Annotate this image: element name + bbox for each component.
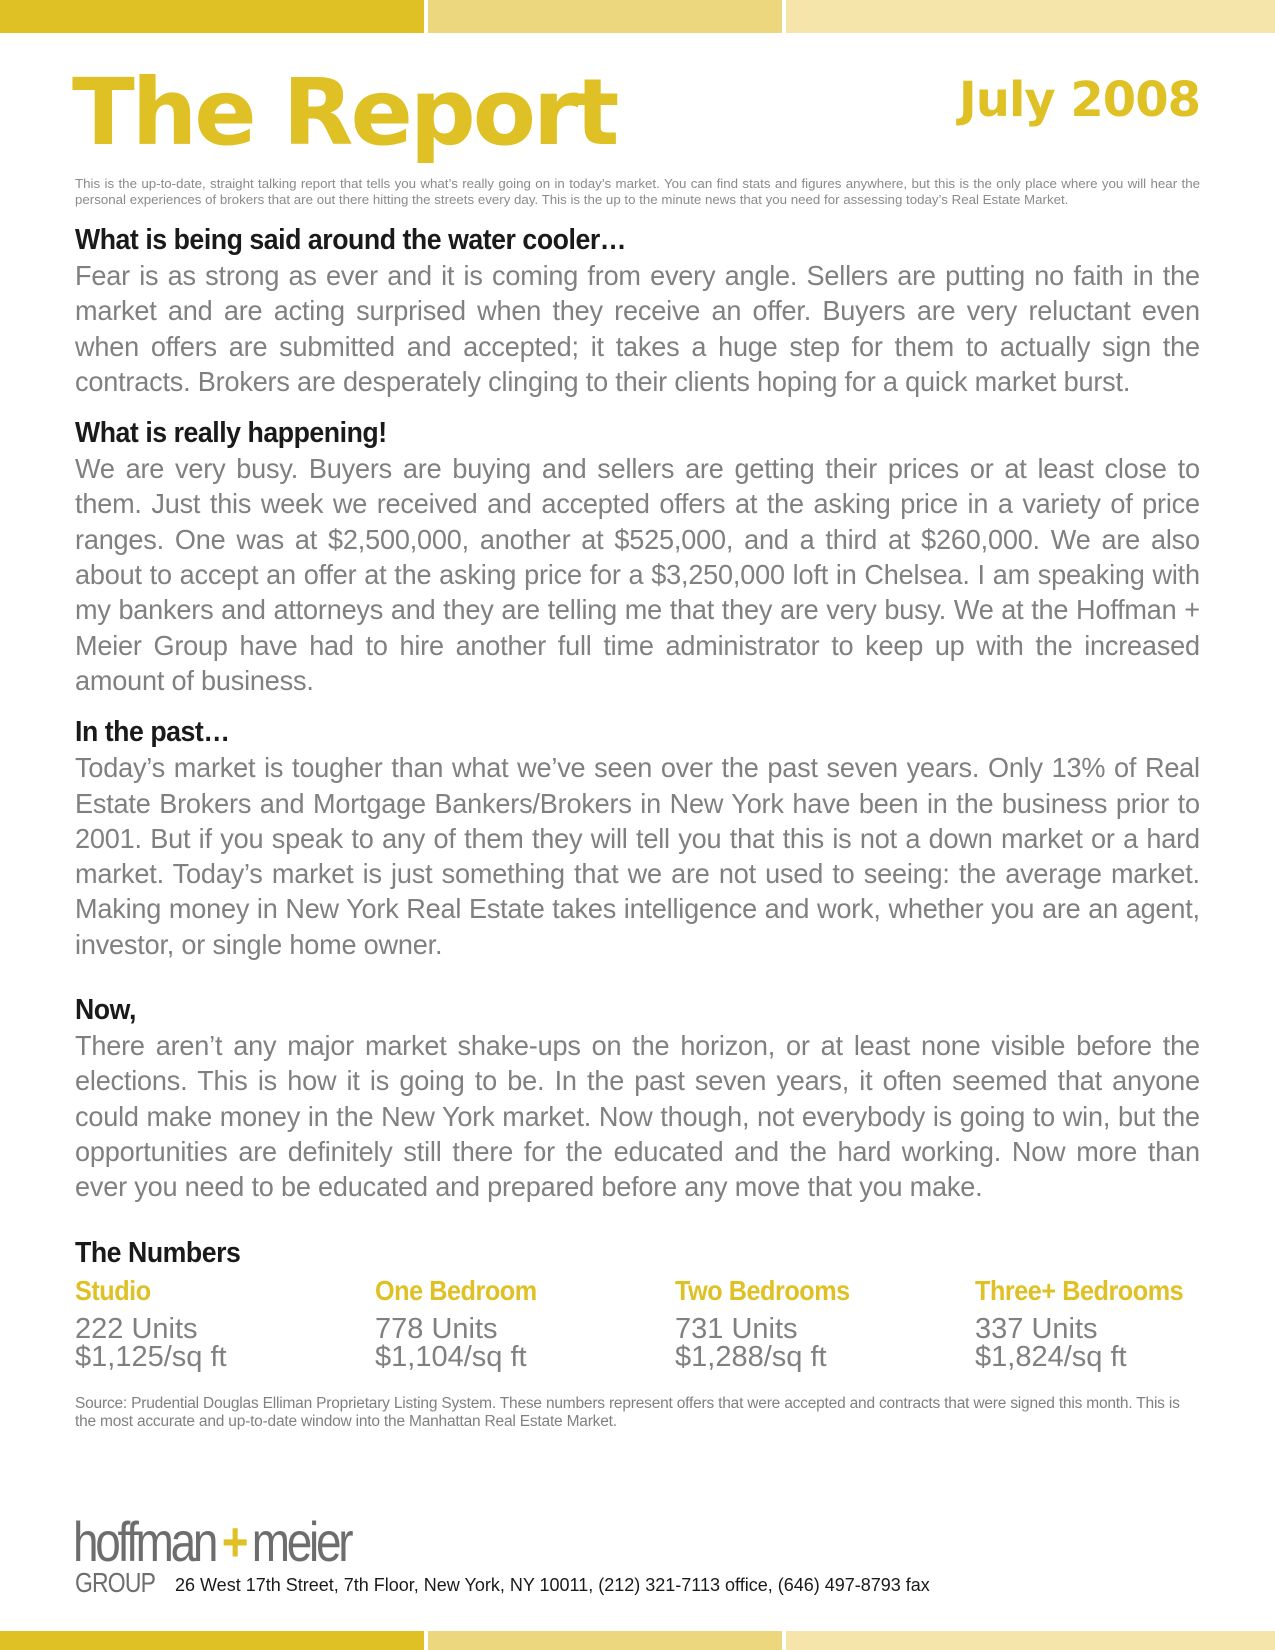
- category-label: Two Bedrooms: [675, 1274, 850, 1306]
- numbers-column-studio: [75, 1273, 375, 1371]
- units-value: 778 Units: [375, 1312, 498, 1345]
- top-color-bar: [0, 0, 1275, 33]
- top-bar-segment-2: [428, 0, 782, 33]
- section-water-cooler: [75, 222, 1200, 399]
- numbers-column-two-bedrooms: [675, 1273, 975, 1371]
- top-bar-segment-1: [0, 0, 424, 33]
- numbers-grid: [75, 1273, 1200, 1371]
- numbers-heading: The Numbers: [75, 1236, 241, 1269]
- report-date: July 2008: [958, 72, 1200, 128]
- logo-plus: +: [221, 1510, 252, 1573]
- units-value: 222 Units: [75, 1312, 198, 1345]
- category-label: One Bedroom: [375, 1274, 537, 1306]
- bottom-bar-segment-3: [786, 1631, 1275, 1650]
- logo-group-label: GROUP: [75, 1567, 156, 1598]
- section-body: Fear is as strong as ever and it is coming from every angle. Sellers are putting no faith in the market and are acting surprised when they receive an offer. Buyers are very reluctant even when offers are submitted and accepted; it takes a huge step for them to actually sign the contracts. Brokers are desperately clinging to their clients hoping for a quick market burst.: [75, 260, 1200, 397]
- report-page: [72, 59, 1200, 1431]
- masthead: [72, 59, 1200, 170]
- section-in-the-past: [75, 714, 1200, 962]
- section-heading: What is really happening!: [75, 417, 387, 450]
- logo-word-left: hoffman: [73, 1510, 216, 1573]
- company-address: 26 West 17th Street, 7th Floor, New York, NY 10011, (212) 321-7113 office, (646) 497-8793 fax: [175, 1575, 930, 1595]
- report-title: The Report: [72, 59, 617, 166]
- numbers-column-three-plus-bedrooms: [975, 1273, 1200, 1371]
- section-body: There aren’t any major market shake-ups on the horizon, or at least none visible before the elections. This is how it is going to be. In the past seven years, it often seemed that anyone could make money in the New York market. Now though, not everybody is going to win, but the opportunities are definitely still there for the educated and the hard working. Now more than ever you need to be educated and prepared before any move that you make.: [75, 1030, 1200, 1203]
- price-value: $1,288/sq ft: [675, 1340, 827, 1373]
- price-value: $1,125/sq ft: [75, 1340, 227, 1373]
- section-body: Today’s market is tougher than what we’ve seen over the past seven years. Only 13% of Real Estate Brokers and Mortgage Bankers/Brokers in New York have been in the business prior to 2001. But if you speak to any of them they will tell you that this is not a down market or a hard market. Today’s market is just something that we are not used to seeing: the average market. Making money in New York Real Estate takes intelligence and work, whether you are an agent, investor, or single home owner.: [75, 752, 1200, 960]
- category-label: Studio: [75, 1274, 151, 1306]
- section-heading: Now,: [75, 994, 136, 1027]
- bottom-bar-segment-1: [0, 1631, 424, 1650]
- numbers-section: [75, 1235, 1200, 1431]
- units-value: 731 Units: [675, 1312, 798, 1345]
- footer: [73, 1510, 1200, 1598]
- bottom-bar-segment-2: [428, 1631, 782, 1650]
- units-value: 337 Units: [975, 1312, 1098, 1345]
- category-label: Three+ Bedrooms: [975, 1274, 1184, 1306]
- bottom-color-bar: [0, 1631, 1275, 1650]
- top-bar-segment-3: [786, 0, 1275, 33]
- company-logo: [73, 1512, 350, 1572]
- numbers-column-one-bedroom: [375, 1273, 675, 1371]
- price-value: $1,104/sq ft: [375, 1340, 527, 1373]
- section-heading: What is being said around the water cooler…: [75, 224, 626, 256]
- section-now: [75, 992, 1200, 1204]
- section-body: We are very busy. Buyers are buying and sellers are getting their prices or at least close to them. Just this week we received and accepted offers at the asking price in a variety of price ranges. One was at $2,500,000, another at $525,000, and a third at $260,000. We are also about to accept an offer at the asking price for a $3,250,000 loft in Chelsea. I am speaking with my bankers and attorneys and they are telling me that they are very busy. We at the Hoffman + Meier Group have had to hire another full time administrator to keep up with the increased amount of business.: [75, 453, 1200, 696]
- section-heading: In the past…: [75, 716, 230, 749]
- section-really-happening: [75, 415, 1200, 698]
- price-value: $1,824/sq ft: [975, 1340, 1127, 1373]
- intro-text: This is the up-to-date, straight talking report that tells you what’s really going on in today’s market. You can find stats and figures anywhere, but this is the only place where you will hear the personal experiences of brokers that are out there hitting the streets every day. This is the up to the minute news that you need for assessing today’s Real Estate Market.: [75, 176, 1200, 207]
- logo-word-right: meier: [251, 1510, 351, 1573]
- source-note: Source: Prudential Douglas Elliman Proprietary Listing System. These numbers represent offers that were accepted and contracts that were signed this month. This is the most accurate and up-to-date window into the Manhattan Real Estate Market.: [75, 1394, 1180, 1430]
